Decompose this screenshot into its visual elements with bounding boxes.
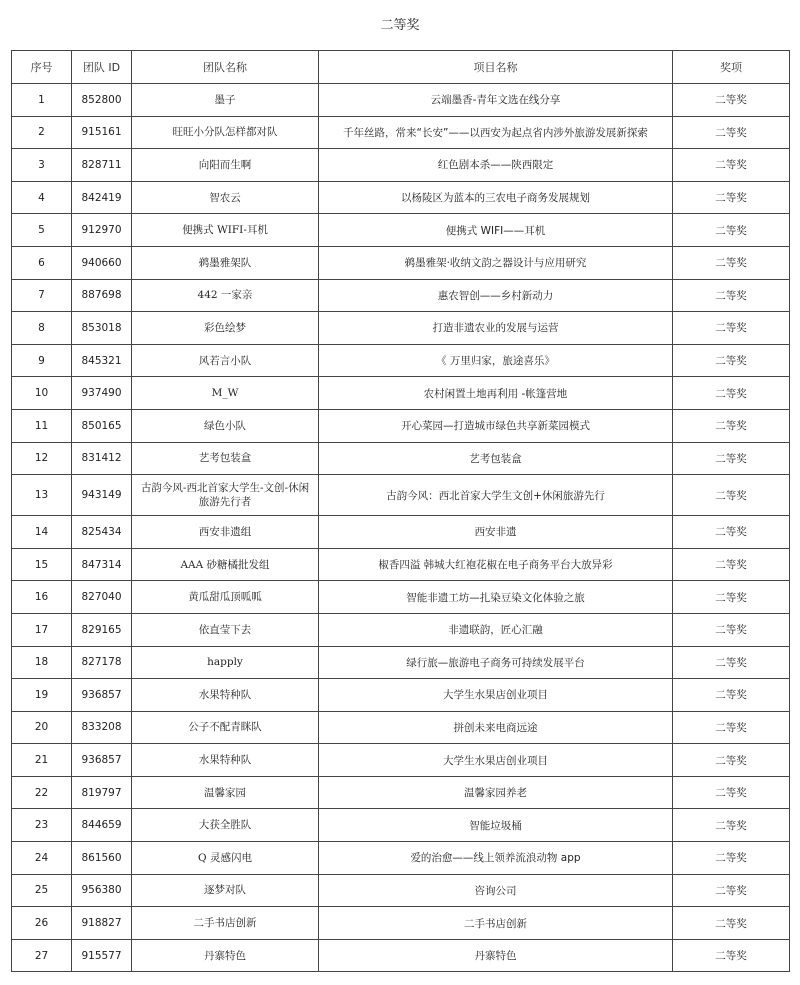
cell-project: 丹寨特色	[319, 939, 673, 972]
cell-team-id: 833208	[72, 711, 132, 744]
cell-award: 二等奖	[673, 679, 790, 712]
cell-project: 以杨陵区为蓝本的三农电子商务发展规划	[319, 181, 673, 214]
cell-team-id: 844659	[72, 809, 132, 842]
table-row	[12, 516, 790, 549]
cell-award: 二等奖	[673, 377, 790, 410]
cell-project: 红色剧本杀——陕西限定	[319, 149, 673, 182]
cell-team-id: 842419	[72, 181, 132, 214]
cell-seq: 25	[12, 874, 72, 907]
table-header-row	[12, 51, 790, 84]
cell-project: 智能垃圾桶	[319, 809, 673, 842]
table-row	[12, 548, 790, 581]
cell-seq: 18	[12, 646, 72, 679]
cell-team-name: 鹈墨雅架队	[132, 246, 319, 279]
cell-project: 咨询公司	[319, 874, 673, 907]
cell-award: 二等奖	[673, 581, 790, 614]
cell-seq: 27	[12, 939, 72, 972]
cell-team-name: 大获全胜队	[132, 809, 319, 842]
cell-team-name: 便携式 WIFI-耳机	[132, 214, 319, 247]
cell-team-name: 古韵今风-西北首家大学生-文创-休闲旅游先行者	[132, 475, 319, 516]
cell-award: 二等奖	[673, 711, 790, 744]
table-row	[12, 246, 790, 279]
cell-award: 二等奖	[673, 842, 790, 875]
cell-team-id: 819797	[72, 776, 132, 809]
cell-team-id: 937490	[72, 377, 132, 410]
cell-seq: 10	[12, 377, 72, 410]
cell-team-id: 943149	[72, 475, 132, 516]
cell-project: 大学生水果店创业项目	[319, 744, 673, 777]
table-row	[12, 744, 790, 777]
cell-team-id: 852800	[72, 84, 132, 117]
table-row	[12, 442, 790, 475]
cell-award: 二等奖	[673, 344, 790, 377]
cell-team-id: 831412	[72, 442, 132, 475]
cell-project: 椒香四溢 韩城大红袍花椒在电子商务平台大放异彩	[319, 548, 673, 581]
table-row	[12, 874, 790, 907]
cell-team-name: happly	[132, 646, 319, 679]
header-seq: 序号	[12, 51, 72, 84]
cell-seq: 13	[12, 475, 72, 516]
table-row	[12, 711, 790, 744]
cell-project: 古韵今风：西北首家大学生文创+休闲旅游先行	[319, 475, 673, 516]
cell-team-name: 逐梦对队	[132, 874, 319, 907]
cell-award: 二等奖	[673, 312, 790, 345]
cell-award: 二等奖	[673, 181, 790, 214]
cell-seq: 6	[12, 246, 72, 279]
table-row	[12, 679, 790, 712]
cell-project: 温馨家园养老	[319, 776, 673, 809]
cell-award: 二等奖	[673, 516, 790, 549]
cell-project: 惠农智创——乡村新动力	[319, 279, 673, 312]
cell-team-id: 861560	[72, 842, 132, 875]
cell-award: 二等奖	[673, 475, 790, 516]
cell-seq: 11	[12, 409, 72, 442]
cell-seq: 1	[12, 84, 72, 117]
cell-award: 二等奖	[673, 442, 790, 475]
table-row	[12, 809, 790, 842]
cell-project: 非遗联韵，匠心汇融	[319, 613, 673, 646]
cell-team-id: 887698	[72, 279, 132, 312]
cell-award: 二等奖	[673, 246, 790, 279]
cell-seq: 5	[12, 214, 72, 247]
cell-award: 二等奖	[673, 939, 790, 972]
cell-team-name: 艺考包装盒	[132, 442, 319, 475]
awards-table	[11, 50, 790, 972]
cell-project: 绿行旅—旅游电子商务可持续发展平台	[319, 646, 673, 679]
cell-project: 爱的治愈——线上领养流浪动物 app	[319, 842, 673, 875]
cell-team-id: 956380	[72, 874, 132, 907]
cell-team-name: 黄瓜甜瓜顶呱呱	[132, 581, 319, 614]
cell-team-name: Q 灵感闪电	[132, 842, 319, 875]
cell-award: 二等奖	[673, 874, 790, 907]
cell-team-name: 旺旺小分队怎样都对队	[132, 116, 319, 149]
cell-team-id: 940660	[72, 246, 132, 279]
cell-team-name: 智农云	[132, 181, 319, 214]
cell-team-id: 847314	[72, 548, 132, 581]
table-row	[12, 907, 790, 940]
cell-project: 大学生水果店创业项目	[319, 679, 673, 712]
cell-team-id: 853018	[72, 312, 132, 345]
cell-project: 打造非遗农业的发展与运营	[319, 312, 673, 345]
cell-seq: 19	[12, 679, 72, 712]
header-team-name: 团队名称	[132, 51, 319, 84]
cell-team-id: 825434	[72, 516, 132, 549]
cell-seq: 8	[12, 312, 72, 345]
cell-project: 拼创未来电商远途	[319, 711, 673, 744]
table-row	[12, 149, 790, 182]
cell-team-name: 丹寨特色	[132, 939, 319, 972]
cell-seq: 3	[12, 149, 72, 182]
cell-team-id: 845321	[72, 344, 132, 377]
cell-seq: 2	[12, 116, 72, 149]
cell-award: 二等奖	[673, 84, 790, 117]
cell-award: 二等奖	[673, 613, 790, 646]
table-row	[12, 939, 790, 972]
cell-seq: 16	[12, 581, 72, 614]
cell-team-id: 912970	[72, 214, 132, 247]
cell-seq: 17	[12, 613, 72, 646]
cell-seq: 26	[12, 907, 72, 940]
header-project: 项目名称	[319, 51, 673, 84]
cell-team-name: M_W	[132, 377, 319, 410]
cell-seq: 9	[12, 344, 72, 377]
table-row	[12, 646, 790, 679]
cell-team-name: 442 一家亲	[132, 279, 319, 312]
cell-team-id: 915577	[72, 939, 132, 972]
cell-team-name: AAA 砂糖橘批发组	[132, 548, 319, 581]
cell-team-name: 西安非遗组	[132, 516, 319, 549]
cell-seq: 15	[12, 548, 72, 581]
table-row	[12, 279, 790, 312]
cell-project: 艺考包装盒	[319, 442, 673, 475]
cell-award: 二等奖	[673, 548, 790, 581]
cell-team-name: 水果特种队	[132, 744, 319, 777]
cell-seq: 12	[12, 442, 72, 475]
cell-project: 千年丝路，常来“长安”——以西安为起点省内涉外旅游发展新探索	[319, 116, 673, 149]
cell-team-name: 二手书店创新	[132, 907, 319, 940]
cell-team-name: 公子不配青眯队	[132, 711, 319, 744]
cell-project: 西安非遗	[319, 516, 673, 549]
cell-team-id: 936857	[72, 679, 132, 712]
cell-team-name: 水果特种队	[132, 679, 319, 712]
cell-team-id: 915161	[72, 116, 132, 149]
cell-team-id: 918827	[72, 907, 132, 940]
cell-team-id: 827040	[72, 581, 132, 614]
cell-seq: 4	[12, 181, 72, 214]
table-body	[12, 84, 790, 972]
cell-project: 《 万里归家，旅途喜乐》	[319, 344, 673, 377]
cell-award: 二等奖	[673, 279, 790, 312]
cell-team-name: 墨子	[132, 84, 319, 117]
cell-team-id: 829165	[72, 613, 132, 646]
cell-project: 便携式 WIFI——耳机	[319, 214, 673, 247]
table-row	[12, 214, 790, 247]
cell-award: 二等奖	[673, 409, 790, 442]
cell-project: 智能非遗工坊—扎染豆染文化体验之旅	[319, 581, 673, 614]
cell-award: 二等奖	[673, 214, 790, 247]
cell-team-name: 彩色绘梦	[132, 312, 319, 345]
cell-project: 开心菜园—打造城市绿色共享新菜园模式	[319, 409, 673, 442]
cell-award: 二等奖	[673, 116, 790, 149]
table-row	[12, 776, 790, 809]
cell-award: 二等奖	[673, 776, 790, 809]
cell-project: 鹈墨雅架·收纳文韵之器设计与应用研究	[319, 246, 673, 279]
table-row	[12, 312, 790, 345]
cell-team-id: 828711	[72, 149, 132, 182]
cell-team-name: 绿色小队	[132, 409, 319, 442]
table-row	[12, 613, 790, 646]
cell-award: 二等奖	[673, 809, 790, 842]
cell-seq: 14	[12, 516, 72, 549]
table-row	[12, 409, 790, 442]
table-row	[12, 116, 790, 149]
table-row	[12, 84, 790, 117]
cell-seq: 7	[12, 279, 72, 312]
cell-team-id: 850165	[72, 409, 132, 442]
table-row	[12, 377, 790, 410]
cell-project: 云端墨香-青年文选在线分享	[319, 84, 673, 117]
cell-team-id: 827178	[72, 646, 132, 679]
cell-project: 农村闲置土地再利用 -帐篷营地	[319, 377, 673, 410]
cell-award: 二等奖	[673, 646, 790, 679]
cell-team-name: 温馨家园	[132, 776, 319, 809]
cell-project: 二手书店创新	[319, 907, 673, 940]
cell-seq: 21	[12, 744, 72, 777]
cell-award: 二等奖	[673, 907, 790, 940]
cell-seq: 24	[12, 842, 72, 875]
table-row	[12, 344, 790, 377]
table-row	[12, 181, 790, 214]
header-award: 奖项	[673, 51, 790, 84]
cell-seq: 22	[12, 776, 72, 809]
cell-team-id: 936857	[72, 744, 132, 777]
table-row	[12, 475, 790, 516]
table-row	[12, 842, 790, 875]
cell-seq: 20	[12, 711, 72, 744]
header-team-id: 团队 ID	[72, 51, 132, 84]
cell-team-name: 风若言小队	[132, 344, 319, 377]
table-row	[12, 581, 790, 614]
document-title: 二等奖	[380, 18, 420, 33]
cell-team-name: 依直莹下去	[132, 613, 319, 646]
cell-award: 二等奖	[673, 744, 790, 777]
cell-seq: 23	[12, 809, 72, 842]
cell-award: 二等奖	[673, 149, 790, 182]
cell-team-name: 向阳而生啊	[132, 149, 319, 182]
